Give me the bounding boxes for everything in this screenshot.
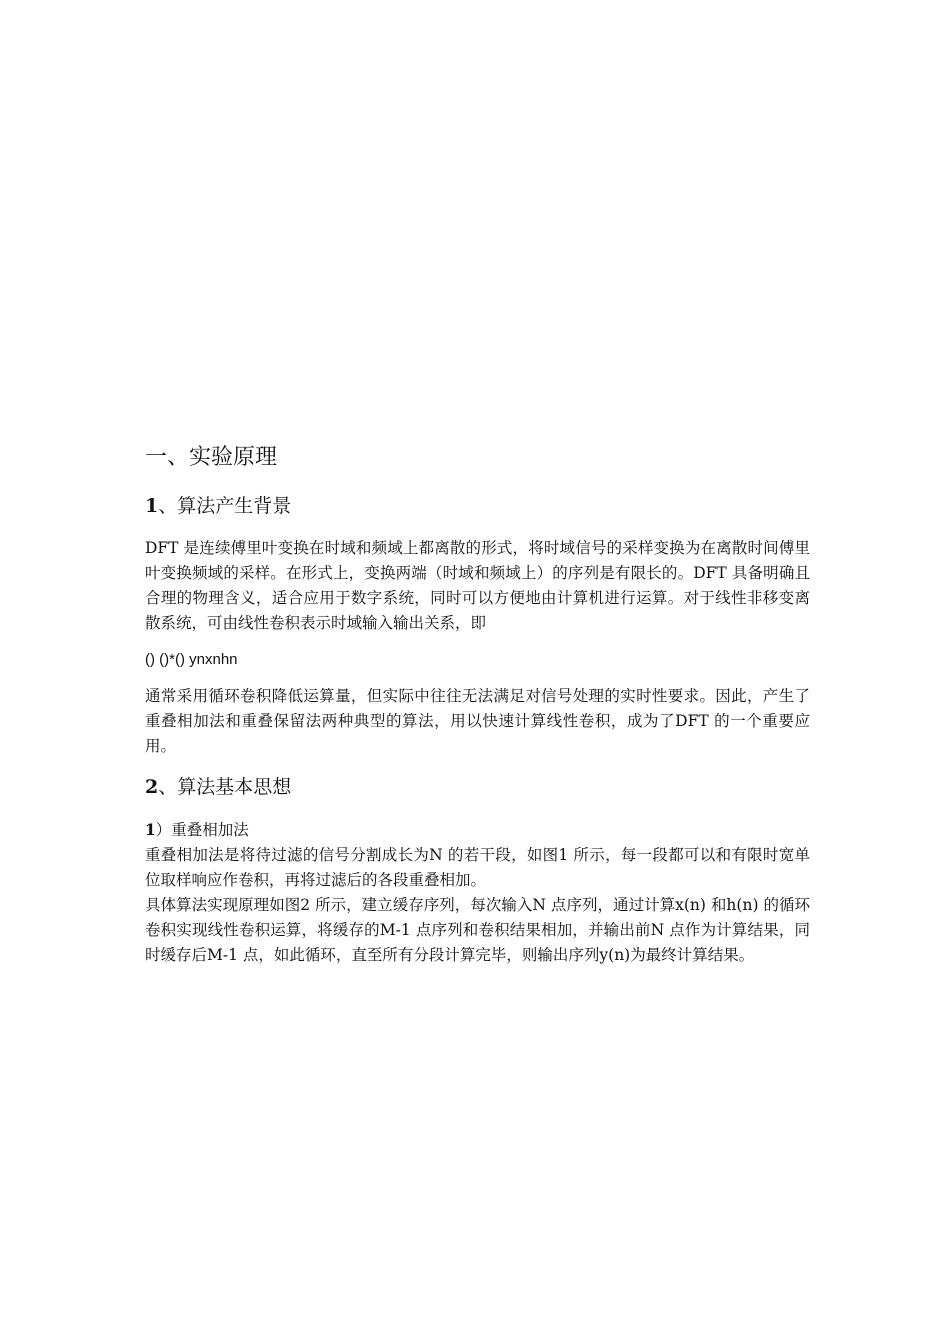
subsection-heading-background <box>145 490 810 522</box>
convolution-formula: () ()*() ynxnhn <box>145 651 238 668</box>
subsubsection-heading-overlap-add <box>145 817 810 843</box>
subsection-title: 、算法产生背景 <box>158 495 292 517</box>
subsubsection-title: ）重叠相加法 <box>155 821 249 839</box>
subsection-number: 2 <box>145 776 159 798</box>
subsection-title: 、算法基本思想 <box>158 776 292 798</box>
subsubsection-number: 1 <box>145 820 156 839</box>
circular-convolution-paragraph: 通常采用循环卷积降低运算量，但实际中往往无法满足对信号处理的实时性要求。因此，产生了重叠相加法和重叠保留法两种典型的算法，用以快速计算线性卷积，成为了DFT 的一个重要应用。 <box>145 687 810 755</box>
subsection-number: 1 <box>145 495 159 517</box>
algorithm-implementation-paragraph: 具体算法实现原理如图2 所示，建立缓存序列，每次输入N 点序列，通过计算x(n) 和h(n) 的循环卷积实现线性卷积运算，将缓存的M-1 点序列和卷积结果相加，并输出前N 点作为计算结果，同时缓存后M-1 点，如此循环，直至所有分段计算完毕，则输出序列y(n)为最终计算结果。 <box>145 896 810 964</box>
subsection-heading-basic-idea <box>145 771 810 803</box>
overlap-add-paragraph: 重叠相加法是将待过滤的信号分割成长为N 的若干段，如图1 所示，每一段都可以和有限时宽单位取样响应作卷积，再将过滤后的各段重叠相加。 <box>145 846 810 889</box>
background-paragraph: DFT 是连续傅里叶变换在时域和频域上都离散的形式，将时域信号的采样变换为在离散时间傅里叶变换频域的采样。在形式上，变换两端（时域和频域上）的序列是有限长的。DFT 具备明确且合理的物理含义，适合应用于数字系统，同时可以方便地由计算机进行运算。对于线性非移变离散系统，可由线性卷积表示时域输入输出关系，即 <box>145 539 810 632</box>
document-body <box>145 440 810 968</box>
section-title: 一、实验原理 <box>145 445 278 470</box>
